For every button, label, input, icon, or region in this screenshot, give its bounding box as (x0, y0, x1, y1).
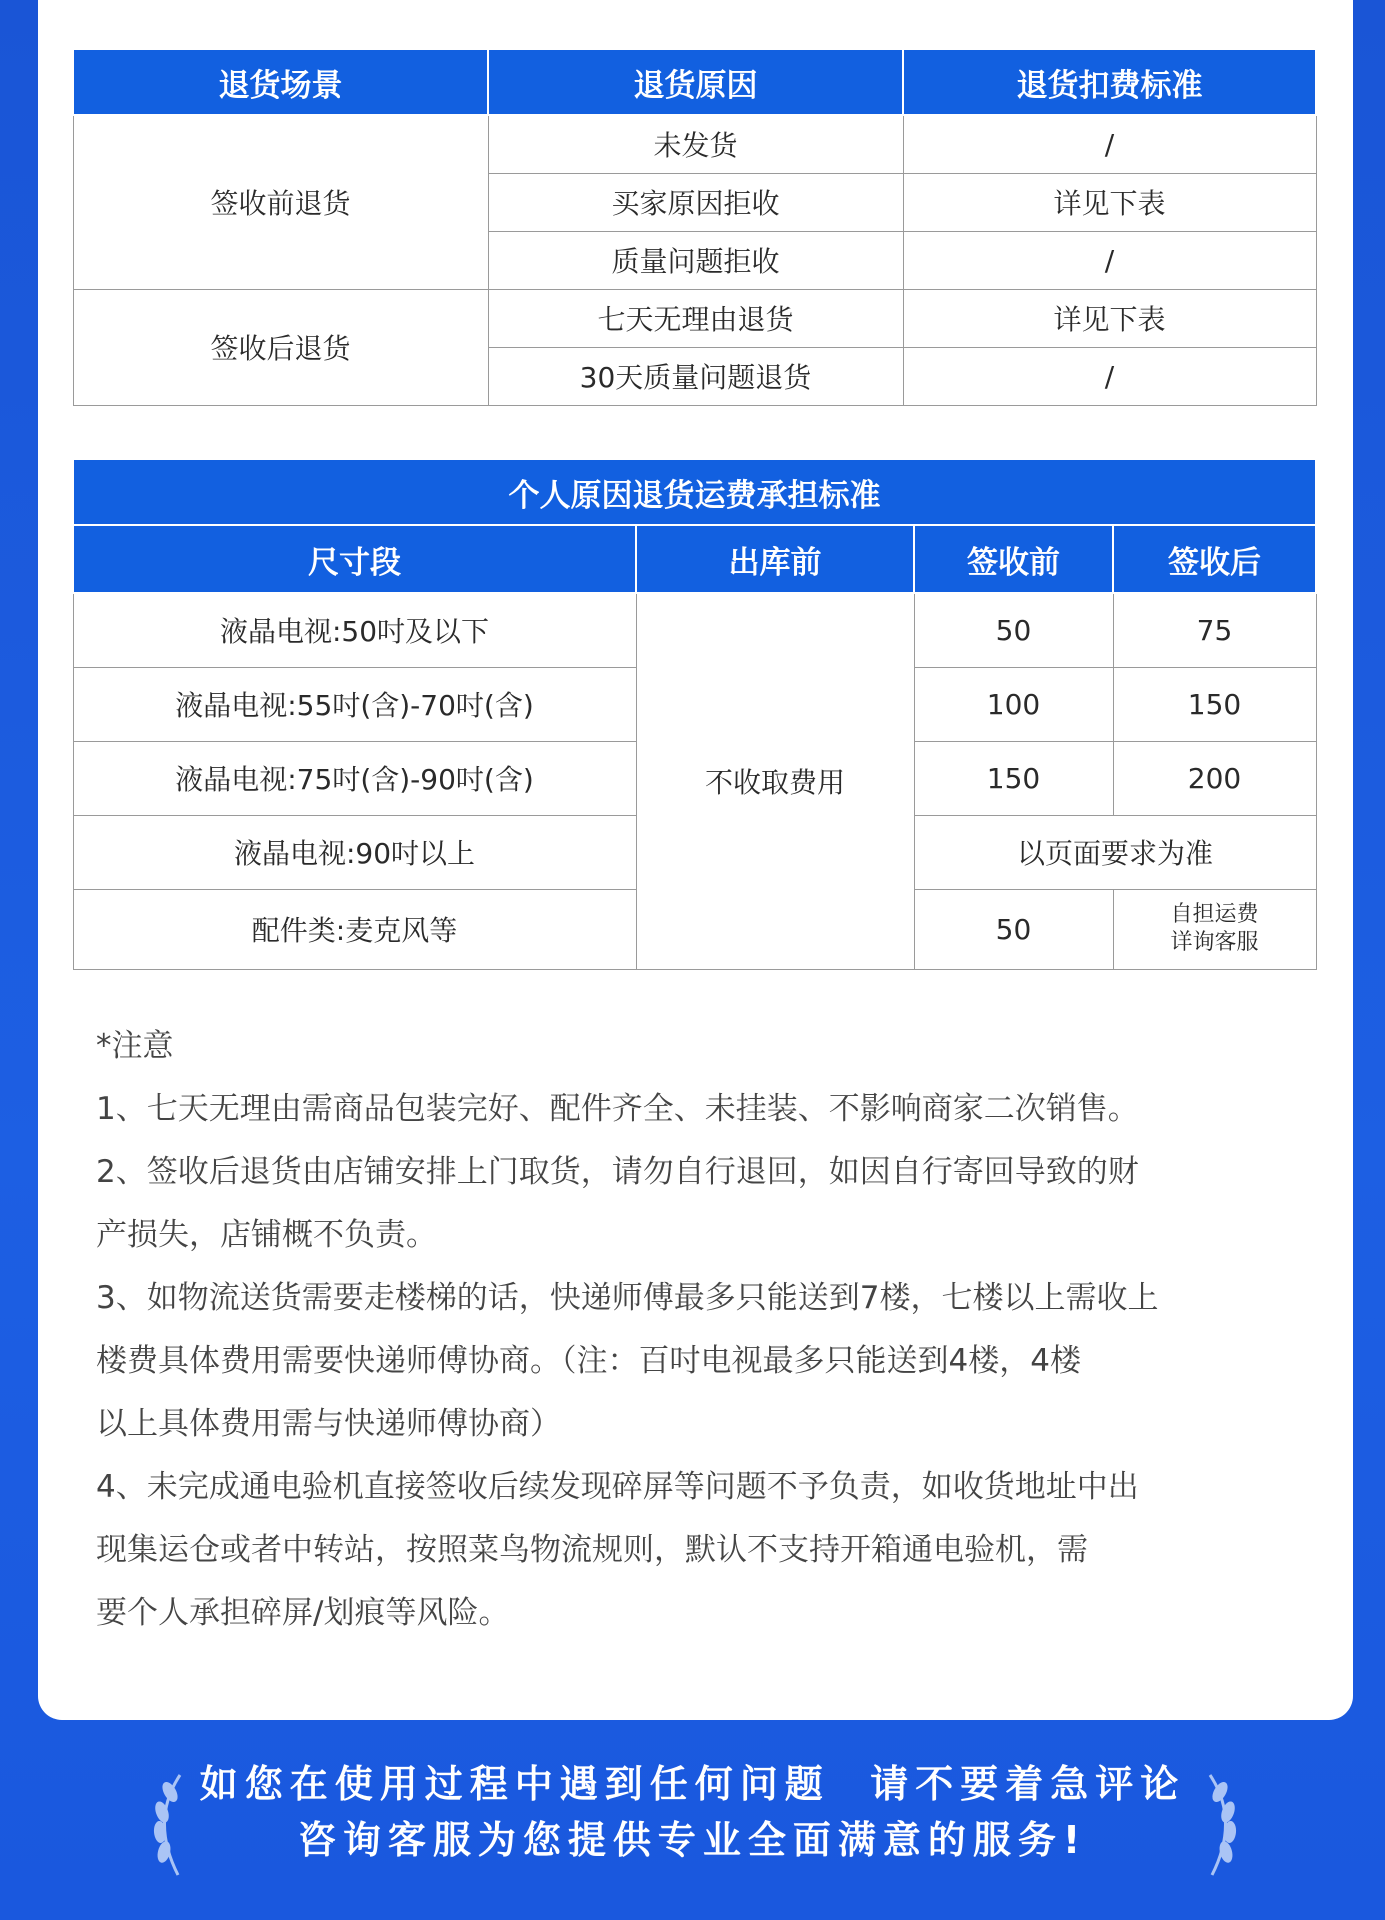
reason-cell: 七天无理由退货 (488, 289, 903, 347)
note-line: 要个人承担碎屏/划痕等风险。 (96, 1595, 510, 1631)
size-cell: 液晶电视:90吋以上 (73, 815, 636, 889)
note-line: 楼费具体费用需要快递师傅协商。（注：百吋电视最多只能送到4楼，4楼 (96, 1343, 1081, 1379)
before-sign-cell: 150 (914, 741, 1113, 815)
after-sign-cell (1113, 889, 1316, 969)
header-reason: 退货原因 (488, 49, 903, 115)
table-row (73, 289, 1316, 347)
note-item (96, 1456, 1306, 1645)
footer-line-2: 咨询客服为您提供专业全面满意的服务! (297, 1818, 1088, 1862)
fee-cell: / (903, 115, 1316, 173)
size-cell: 液晶电视:75吋(含)-90吋(含) (73, 741, 636, 815)
note-line: 3、如物流送货需要走楼梯的话，快递师傅最多只能送到7楼，七楼以上需收上 (96, 1280, 1159, 1316)
notes-section (96, 1015, 1306, 1645)
footer-banner (0, 1756, 1385, 1868)
return-scenario-table (72, 48, 1317, 406)
fee-cell: / (903, 231, 1316, 289)
header-before-outbound: 出库前 (636, 525, 914, 593)
footer-line-1: 如您在使用过程中遇到任何问题 请不要着急评论 (199, 1762, 1186, 1806)
table-header-row (73, 525, 1316, 593)
reason-cell: 质量问题拒收 (488, 231, 903, 289)
header-before-sign: 签收前 (914, 525, 1113, 593)
size-cell: 液晶电视:55吋(含)-70吋(含) (73, 667, 636, 741)
after-sign-cell: 150 (1113, 667, 1316, 741)
fee-cell: 详见下表 (903, 173, 1316, 231)
header-after-sign: 签收后 (1113, 525, 1316, 593)
fee-cell: / (903, 347, 1316, 405)
shipping-fee-table-title: 个人原因退货运费承担标准 (73, 459, 1316, 525)
before-outbound-cell: 不收取费用 (636, 593, 914, 969)
table-row (73, 593, 1316, 667)
table-title-row (73, 459, 1316, 525)
note-line: 1、七天无理由需商品包装完好、配件齐全、未挂装、不影响商家二次销售。 (96, 1091, 1139, 1127)
header-scenario: 退货场景 (73, 49, 488, 115)
size-cell: 配件类:麦克风等 (73, 889, 636, 969)
before-sign-cell: 50 (914, 889, 1113, 969)
after-sign-cell: 200 (1113, 741, 1316, 815)
shipping-fee-table (72, 458, 1317, 970)
note-line: 2、签收后退货由店铺安排上门取货，请勿自行退回，如因自行寄回导致的财 (96, 1154, 1139, 1190)
reason-cell: 买家原因拒收 (488, 173, 903, 231)
note-line: 4、未完成通电验机直接签收后续发现碎屏等问题不予负责，如收货地址中出 (96, 1469, 1139, 1505)
before-sign-cell: 50 (914, 593, 1113, 667)
scenario-after-sign: 签收后退货 (73, 289, 488, 405)
note-item (96, 1078, 1306, 1141)
table-row (73, 115, 1316, 173)
note-item (96, 1267, 1306, 1456)
size-cell: 液晶电视:50吋及以下 (73, 593, 636, 667)
merged-fee-cell: 以页面要求为准 (914, 815, 1316, 889)
after-sign-line: 详询客服 (1170, 930, 1259, 955)
after-sign-line: 自担运费 (1170, 902, 1259, 927)
before-sign-cell: 100 (914, 667, 1113, 741)
note-line: 产损失，店铺概不负责。 (96, 1217, 437, 1253)
notes-title: *注意 (96, 1028, 174, 1064)
note-line: 以上具体费用需与快递师傅协商） (96, 1406, 561, 1442)
note-item (96, 1141, 1306, 1267)
after-sign-cell: 75 (1113, 593, 1316, 667)
reason-cell: 未发货 (488, 115, 903, 173)
header-fee-standard: 退货扣费标准 (903, 49, 1316, 115)
header-size: 尺寸段 (73, 525, 636, 593)
scenario-before-sign: 签收前退货 (73, 115, 488, 289)
note-line: 现集运仓或者中转站，按照菜鸟物流规则，默认不支持开箱通电验机，需 (96, 1532, 1088, 1568)
reason-cell: 30天质量问题退货 (488, 347, 903, 405)
table-header-row (73, 49, 1316, 115)
fee-cell: 详见下表 (903, 289, 1316, 347)
